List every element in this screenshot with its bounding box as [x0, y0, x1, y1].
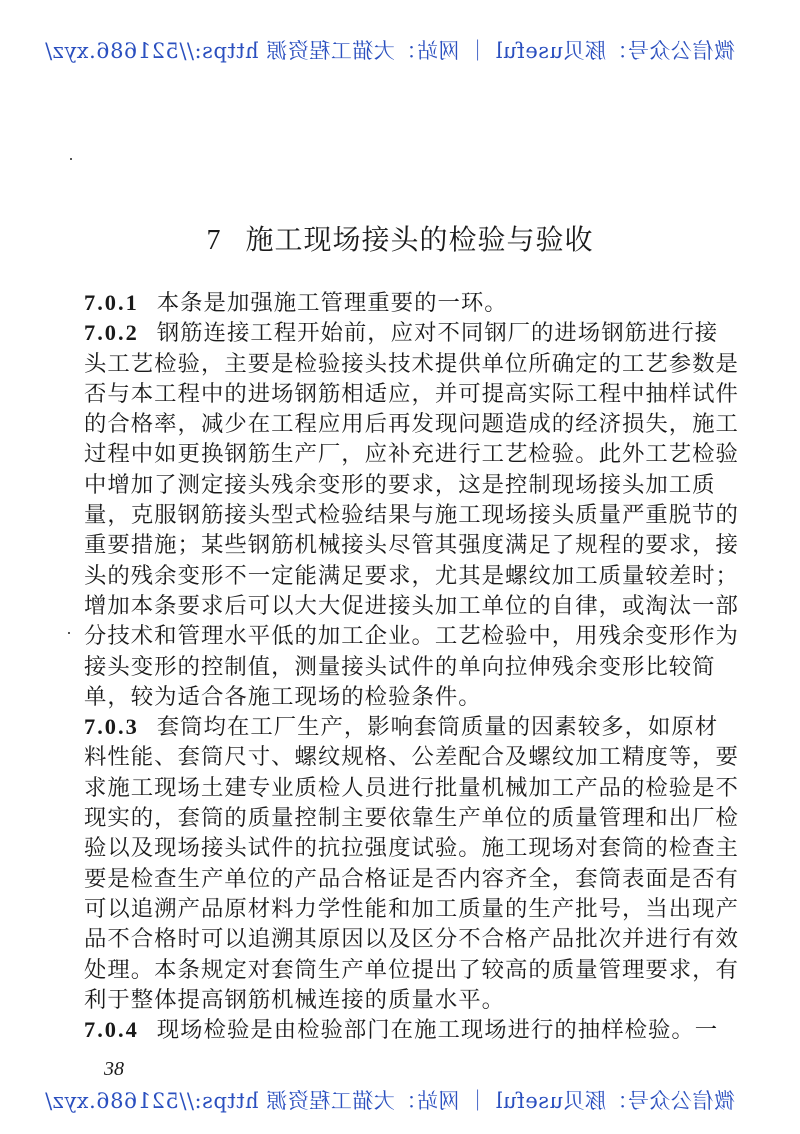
body-text: [84, 288, 744, 1045]
text-line: [84, 439, 744, 469]
watermark-top: 微信公众号：豚贝useful ｜ 网站：大猫工程资源 https://521686.xyz/: [44, 39, 735, 63]
text-line: [84, 955, 744, 985]
text-line: [84, 409, 744, 439]
line-text: 的合格率，减少在工程应用后再发现问题造成的经济损失，施工: [84, 411, 739, 438]
text-line: [84, 652, 744, 682]
text-line: [84, 621, 744, 651]
text-line: [84, 833, 744, 863]
text-line: [84, 379, 744, 409]
chapter-number: 7: [206, 225, 222, 256]
clause-line: [84, 712, 744, 742]
line-text: 增加本条要求后可以大大促进接头加工单位的自律，或淘汰一部: [84, 592, 739, 619]
watermark-bottom: 微信公众号：豚贝useful ｜ 网站：大猫工程资源 https://521686.xyz/: [44, 1089, 735, 1113]
line-text: 头工艺检验，主要是检验接头技术提供单位所确定的工艺参数是: [84, 350, 739, 377]
clause-line: [84, 288, 744, 318]
line-text: 料性能、套筒尺寸、螺纹规格、公差配合及螺纹加工精度等，要: [84, 744, 739, 771]
text-line: [84, 742, 744, 772]
text-line: [84, 530, 744, 560]
chapter-title: [0, 222, 800, 258]
text-line: [84, 682, 744, 712]
line-text: 头的残余变形不一定能满足要求，尤其是螺纹加工质量较差时；: [84, 562, 739, 589]
line-text: 分技术和管理水平低的加工企业。工艺检验中，用残余变形作为: [84, 623, 739, 650]
clause-number: 7.0.1: [84, 290, 139, 315]
line-text: 验以及现场接头试件的抗拉强度试验。施工现场对套筒的检查主: [84, 835, 739, 862]
text-line: [84, 894, 744, 924]
line-text: 可以追溯产品原材料力学性能和加工质量的生产批号，当出现产: [84, 895, 739, 922]
line-text: 现场检验是由检验部门在施工现场进行的抽样检验。一: [156, 1017, 719, 1044]
text-line: [84, 773, 744, 803]
clause-line: [84, 1015, 744, 1045]
text-line: [84, 561, 744, 591]
line-text: 品不合格时可以追溯其原因以及区分不合格产品批次并进行有效: [84, 926, 739, 953]
clause-number: 7.0.2: [84, 320, 139, 346]
line-text: 利于整体提高钢筋机械连接的质量水平。: [84, 986, 506, 1013]
text-line: [84, 591, 744, 621]
line-text: 求施工现场土建专业质检人员进行批量机械加工产品的检验是不: [84, 774, 739, 801]
clause-line: [84, 318, 744, 348]
line-text: 接头变形的控制值，测量接头试件的单向拉伸残余变形比较简: [84, 653, 716, 680]
text-line: [84, 985, 744, 1015]
clause-number: 7.0.4: [84, 1017, 139, 1043]
page-number: 38: [104, 1058, 124, 1080]
line-text: 处理。本条规定对套筒生产单位提出了较高的质量管理要求，有: [84, 956, 739, 983]
text-line: [84, 470, 744, 500]
text-line: [84, 803, 744, 833]
line-text: 否与本工程中的进场钢筋相适应，并可提高实际工程中抽样试件: [84, 380, 739, 407]
scan-speck: [70, 158, 72, 160]
line-text: 套筒均在工厂生产，影响套筒质量的因素较多，如原材: [156, 714, 719, 741]
line-text: 现实的，套筒的质量控制主要依靠生产单位的质量管理和出厂检: [84, 805, 739, 832]
line-text: 过程中如更换钢筋生产厂，应补充进行工艺检验。此外工艺检验: [84, 441, 739, 468]
text-line: [84, 349, 744, 379]
line-text: 重要措施；某些钢筋机械接头尽管其强度满足了规程的要求，接: [84, 532, 739, 559]
line-text: 量，克服钢筋接头型式检验结果与施工现场接头质量严重脱节的: [84, 502, 739, 529]
chapter-title-text: 施工现场接头的检验与验收: [245, 223, 594, 256]
text-line: [84, 864, 744, 894]
text-line: [84, 924, 744, 954]
line-text: 单，较为适合各施工现场的检验条件。: [84, 683, 482, 710]
line-text: 钢筋连接工程开始前，应对不同钢厂的进场钢筋进行接: [156, 320, 719, 347]
scan-speck: [68, 632, 70, 634]
text-line: [84, 500, 744, 530]
line-text: 要是检查生产单位的产品合格证是否内容齐全，套筒表面是否有: [84, 865, 739, 892]
clause-number: 7.0.3: [84, 714, 139, 740]
line-text: 本条是加强施工管理重要的一环。: [156, 290, 508, 316]
line-text: 中增加了测定接头残余变形的要求，这是控制现场接头加工质: [84, 471, 716, 498]
